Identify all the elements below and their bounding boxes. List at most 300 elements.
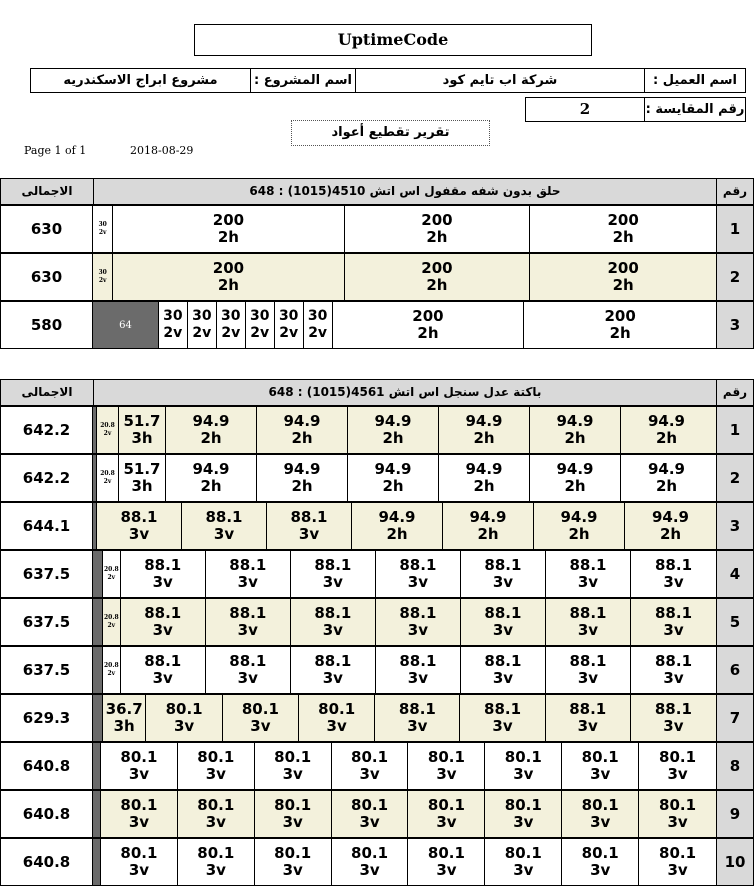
piece-length: 20.8 [104,566,119,573]
piece-type: 2v [250,325,270,341]
piece-length: 88.1 [314,652,352,670]
piece-length: 94.9 [192,412,230,430]
piece-type: 2v [221,325,241,341]
row-number: 3 [716,301,754,349]
piece-length: 94.9 [647,412,685,430]
scrap-segment [93,839,101,885]
piece-length: 94.9 [374,460,412,478]
cut-piece [97,503,182,549]
cut-piece [257,407,348,453]
piece-length: 20.8 [104,614,119,621]
piece-length: 88.1 [205,508,243,526]
cut-bar [93,550,716,598]
cut-piece [546,695,631,741]
cut-piece [255,839,332,885]
cut-piece [332,743,409,789]
piece-type: 2h [291,477,313,495]
piece-length: 94.9 [560,508,598,526]
piece-type: 2v [107,574,116,581]
piece-type: 2h [568,525,590,543]
piece-length: 88.1 [654,700,692,718]
piece-length: 20.8 [100,470,115,477]
table-row [0,742,754,790]
cut-piece [408,791,485,837]
cut-piece [166,407,257,453]
piece-type: 3v [174,717,195,735]
piece-type: 3v [326,717,347,735]
piece-type: 3v [590,765,611,783]
cut-piece [332,791,409,837]
piece-length: 80.1 [504,844,542,862]
piece-type: 2h [612,228,634,246]
piece-type: 3v [407,573,428,591]
piece-type: 3v [513,861,534,879]
piece-length: 30 [163,308,183,324]
piece-type: 2v [163,325,183,341]
piece-type: 3v [663,669,684,687]
cut-piece [562,839,639,885]
piece-length: 80.1 [427,748,465,766]
piece-length: 88.1 [229,604,267,622]
piece-type: 2v [308,325,328,341]
table-row [0,205,754,253]
cut-piece [530,407,621,453]
cut-piece [103,551,121,597]
piece-type: 3v [513,765,534,783]
piece-type: 2h [564,429,586,447]
row-number: 5 [716,598,754,646]
cut-piece [639,791,716,837]
piece-type: 3h [131,429,153,447]
cut-bar [93,253,716,301]
piece-type: 2h [200,429,222,447]
cut-piece [562,791,639,837]
cut-piece [246,302,275,348]
piece-type: 3v [298,525,320,543]
piece-length: 88.1 [144,652,182,670]
cut-piece [103,599,121,645]
row-number: 4 [716,550,754,598]
cut-piece [101,791,178,837]
cut-piece [333,302,525,348]
piece-type: 3v [513,813,534,831]
piece-length: 88.1 [569,556,607,574]
piece-length: 80.1 [659,844,697,862]
piece-type: 3v [492,717,513,735]
piece-type: 3v [577,669,599,687]
piece-type: 2h [609,324,631,342]
cut-piece [291,551,376,597]
piece-length: 94.9 [465,412,503,430]
row-total: 580 [0,301,93,349]
cut-piece [159,302,188,348]
piece-type: 3v [407,717,428,735]
piece-type: 3v [436,765,457,783]
table-row [0,301,754,349]
cut-piece [546,551,631,597]
row-total: 640.8 [0,790,93,838]
piece-length: 88.1 [399,652,437,670]
piece-length: 80.1 [197,796,235,814]
cut-bar [93,502,716,550]
piece-length: 200 [607,211,639,229]
row-number: 8 [716,742,754,790]
cut-piece [121,551,206,597]
scrap-segment [93,599,103,645]
piece-length: 30 [307,308,328,324]
piece-length: 88.1 [484,652,522,670]
piece-length: 80.1 [274,844,312,862]
piece-type: 3v [492,621,514,639]
piece-length: 80.1 [427,796,465,814]
cut-piece [223,695,299,741]
piece-length: 88.1 [655,604,693,622]
piece-length: 88.1 [314,556,352,574]
table-row [0,406,754,454]
piece-type: 2v [103,430,112,437]
piece-type: 3v [250,717,271,735]
piece-length: 200 [604,307,636,325]
piece-type: 3v [128,813,150,831]
piece-length: 94.9 [283,460,321,478]
piece-length: 51.7 [123,412,161,430]
scrap-segment [93,743,101,789]
cut-piece [206,599,291,645]
column-header-number: رقم [716,379,754,406]
cut-piece [546,599,631,645]
piece-length: 94.9 [192,460,230,478]
piece-length: 94.9 [374,412,412,430]
piece-length: 200 [607,259,639,277]
piece-type: 3v [407,621,428,639]
table-row [0,646,754,694]
cut-piece [345,254,531,300]
piece-type: 3v [577,573,599,591]
row-number: 6 [716,646,754,694]
piece-type: 3v [577,717,598,735]
cut-piece [639,839,716,885]
piece-length: 80.1 [274,796,312,814]
cut-piece [146,695,222,741]
cut-piece [255,743,332,789]
project-value: مشروع ابراج الاسكندريه [30,68,251,93]
piece-length: 80.1 [581,796,619,814]
piece-length: 94.9 [556,460,594,478]
cut-bar [93,205,716,253]
cut-piece [217,302,246,348]
row-number: 9 [716,790,754,838]
cut-piece [291,647,376,693]
cut-piece [460,695,545,741]
piece-length: 51.7 [123,460,161,478]
piece-type: 3v [152,669,173,687]
contract-value: 2 [525,97,645,122]
cut-piece [485,839,562,885]
cut-piece [299,695,375,741]
piece-type: 3v [152,621,173,639]
piece-length: 94.9 [378,508,416,526]
piece-length: 88.1 [655,556,693,574]
row-number: 2 [716,253,754,301]
row-total: 637.5 [0,598,93,646]
project-label: اسم المشروع : [250,68,356,93]
cut-piece [113,206,344,252]
cut-piece [304,302,333,348]
piece-type: 2h [417,324,439,342]
column-header-number: رقم [716,178,754,205]
piece-length: 200 [421,211,453,229]
cut-piece [348,455,439,501]
cut-piece [206,551,291,597]
row-total: 637.5 [0,550,93,598]
table-header [0,379,754,406]
piece-type: 3v [359,765,380,783]
cut-piece [443,503,534,549]
cut-piece [530,254,716,300]
piece-type: 2h [426,228,448,246]
piece-type: 3v [359,813,380,831]
piece-type: 2h [473,477,495,495]
cut-bar [93,301,716,349]
piece-type: 2v [192,325,212,341]
cut-piece [485,743,562,789]
piece-length: 80.1 [659,796,697,814]
piece-length: 88.1 [314,604,352,622]
piece-length: 88.1 [569,652,607,670]
piece-length: 30 [249,308,270,324]
piece-type: 3v [322,573,343,591]
table-row [0,598,754,646]
cut-piece [121,599,206,645]
piece-type: 2h [217,276,239,294]
piece-length: 200 [212,259,245,277]
piece-length: 80.1 [165,700,203,718]
cut-piece [93,206,113,252]
company-name: UptimeCode [194,24,592,56]
piece-length: 80.1 [318,700,356,718]
row-number: 10 [716,838,754,886]
piece-length: 20.8 [104,662,119,669]
cut-piece [461,647,546,693]
piece-type: 2v [98,229,107,236]
cut-piece [188,302,217,348]
cut-piece [376,647,461,693]
piece-type: 3v [282,861,303,879]
cut-piece [530,455,621,501]
cut-bar [93,742,716,790]
cut-piece [461,551,546,597]
cut-piece [121,647,206,693]
cut-piece [376,551,461,597]
report-title: تقرير تقطيع أعواد [291,120,490,146]
piece-length: 88.1 [120,508,158,526]
piece-length: 30 [98,221,107,228]
table-row [0,838,754,886]
cut-piece [119,455,166,501]
piece-type: 2h [477,525,499,543]
piece-type: 2h [659,525,682,543]
piece-type: 2h [382,477,404,495]
piece-type: 2v [98,277,107,284]
piece-type: 3v [128,525,150,543]
piece-length: 88.1 [399,556,437,574]
cut-bar [93,694,716,742]
piece-type: 2h [564,477,586,495]
piece-type: 3v [205,861,226,879]
piece-length: 88.1 [290,508,328,526]
piece-length: 94.9 [556,412,594,430]
row-total: 640.8 [0,838,93,886]
cut-bar [93,598,716,646]
piece-length: 80.1 [351,844,389,862]
piece-length: 94.9 [469,508,507,526]
cut-piece [103,695,147,741]
page-number: Page 1 of 1 [24,144,87,157]
cut-piece [524,302,716,348]
piece-type: 3v [407,669,428,687]
cut-piece [352,503,443,549]
table-title: حلق بدون شفه مقفول اس اتش 4510(1015) : 648 [93,178,717,205]
piece-length: 94.9 [283,412,321,430]
piece-type: 3v [663,573,684,591]
scrap-segment [93,647,103,693]
piece-type: 3v [205,813,226,831]
piece-length: 80.1 [120,844,158,862]
piece-length: 80.1 [197,844,235,862]
cut-piece [182,503,267,549]
cut-piece [291,599,376,645]
cut-piece [178,743,255,789]
piece-type: 3v [359,861,380,879]
piece-length: 80.1 [120,748,158,766]
cut-piece [408,743,485,789]
row-total: 642.2 [0,406,93,454]
piece-type: 2h [612,276,634,294]
piece-type: 3v [322,669,343,687]
cut-bar [93,454,716,502]
piece-length: 80.1 [427,844,465,862]
piece-length: 80.1 [120,796,158,814]
cut-piece [267,503,352,549]
piece-type: 2h [655,477,678,495]
cut-piece [546,647,631,693]
piece-type: 3v [237,669,258,687]
piece-type: 2v [107,670,116,677]
cut-piece [93,254,113,300]
piece-type: 2v [279,325,299,341]
cut-piece [631,695,716,741]
piece-type: 3v [436,813,457,831]
piece-length: 30 [221,308,241,324]
piece-type: 3v [152,573,173,591]
row-total: 637.5 [0,646,93,694]
piece-length: 80.1 [351,748,389,766]
row-number: 3 [716,502,754,550]
piece-type: 3v [590,861,611,879]
cut-piece [97,407,119,453]
cut-piece [275,302,304,348]
cut-piece [439,455,530,501]
cut-piece [103,647,121,693]
piece-type: 3v [237,621,258,639]
piece-length: 200 [421,259,453,277]
piece-length: 88.1 [229,556,267,574]
cut-piece [119,407,166,453]
row-number: 1 [716,205,754,253]
piece-type: 3v [436,861,457,879]
piece-type: 3v [667,765,688,783]
piece-length: 88.1 [399,604,437,622]
cut-piece [485,791,562,837]
piece-type: 2h [200,477,222,495]
piece-length: 88.1 [655,652,693,670]
cut-bar [93,646,716,694]
cut-piece [255,791,332,837]
piece-length: 80.1 [504,796,542,814]
piece-type: 2h [426,276,448,294]
column-header-total: الاجمالى [0,379,94,406]
cut-piece [621,455,712,501]
piece-type: 2h [386,525,408,543]
cut-piece [625,503,716,549]
cut-piece [534,503,625,549]
piece-length: 36.7 [105,700,143,718]
piece-length: 88.1 [144,604,182,622]
cut-piece [631,647,716,693]
piece-type: 3v [590,813,611,831]
cut-piece [101,743,178,789]
piece-length: 80.1 [241,700,279,718]
cut-piece [178,839,255,885]
cut-piece [345,206,531,252]
cut-piece [376,599,461,645]
piece-length: 80.1 [581,844,619,862]
piece-type: 3v [205,765,226,783]
piece-length: 88.1 [569,604,607,622]
piece-type: 3v [282,813,303,831]
piece-type: 3v [128,861,150,879]
cut-piece [206,647,291,693]
cut-piece [178,791,255,837]
row-total: 644.1 [0,502,93,550]
table-row [0,550,754,598]
piece-length: 94.9 [651,508,689,526]
piece-length: 30 [278,308,299,324]
piece-type: 2v [107,622,116,629]
piece-type: 3v [128,765,150,783]
table-title: باكتة عدل سنجل اس اتش 4561(1015) : 648 [93,379,717,406]
cut-piece [621,407,712,453]
client-value: شركة اب تايم كود [355,68,645,93]
cut-piece [375,695,460,741]
cut-piece [257,455,348,501]
table-row [0,454,754,502]
cut-piece [348,407,439,453]
piece-length: 88.1 [229,652,267,670]
cut-piece [166,455,257,501]
piece-length: 88.1 [484,700,522,718]
piece-length: 80.1 [351,796,389,814]
scrap-segment: 64 [93,302,159,348]
row-number: 2 [716,454,754,502]
piece-length: 88.1 [398,700,436,718]
piece-length: 88.1 [144,556,182,574]
cut-bar [93,790,716,838]
piece-type: 3h [113,717,135,735]
scrap-segment [93,791,101,837]
piece-length: 30 [98,269,107,276]
row-total: 630 [0,205,93,253]
